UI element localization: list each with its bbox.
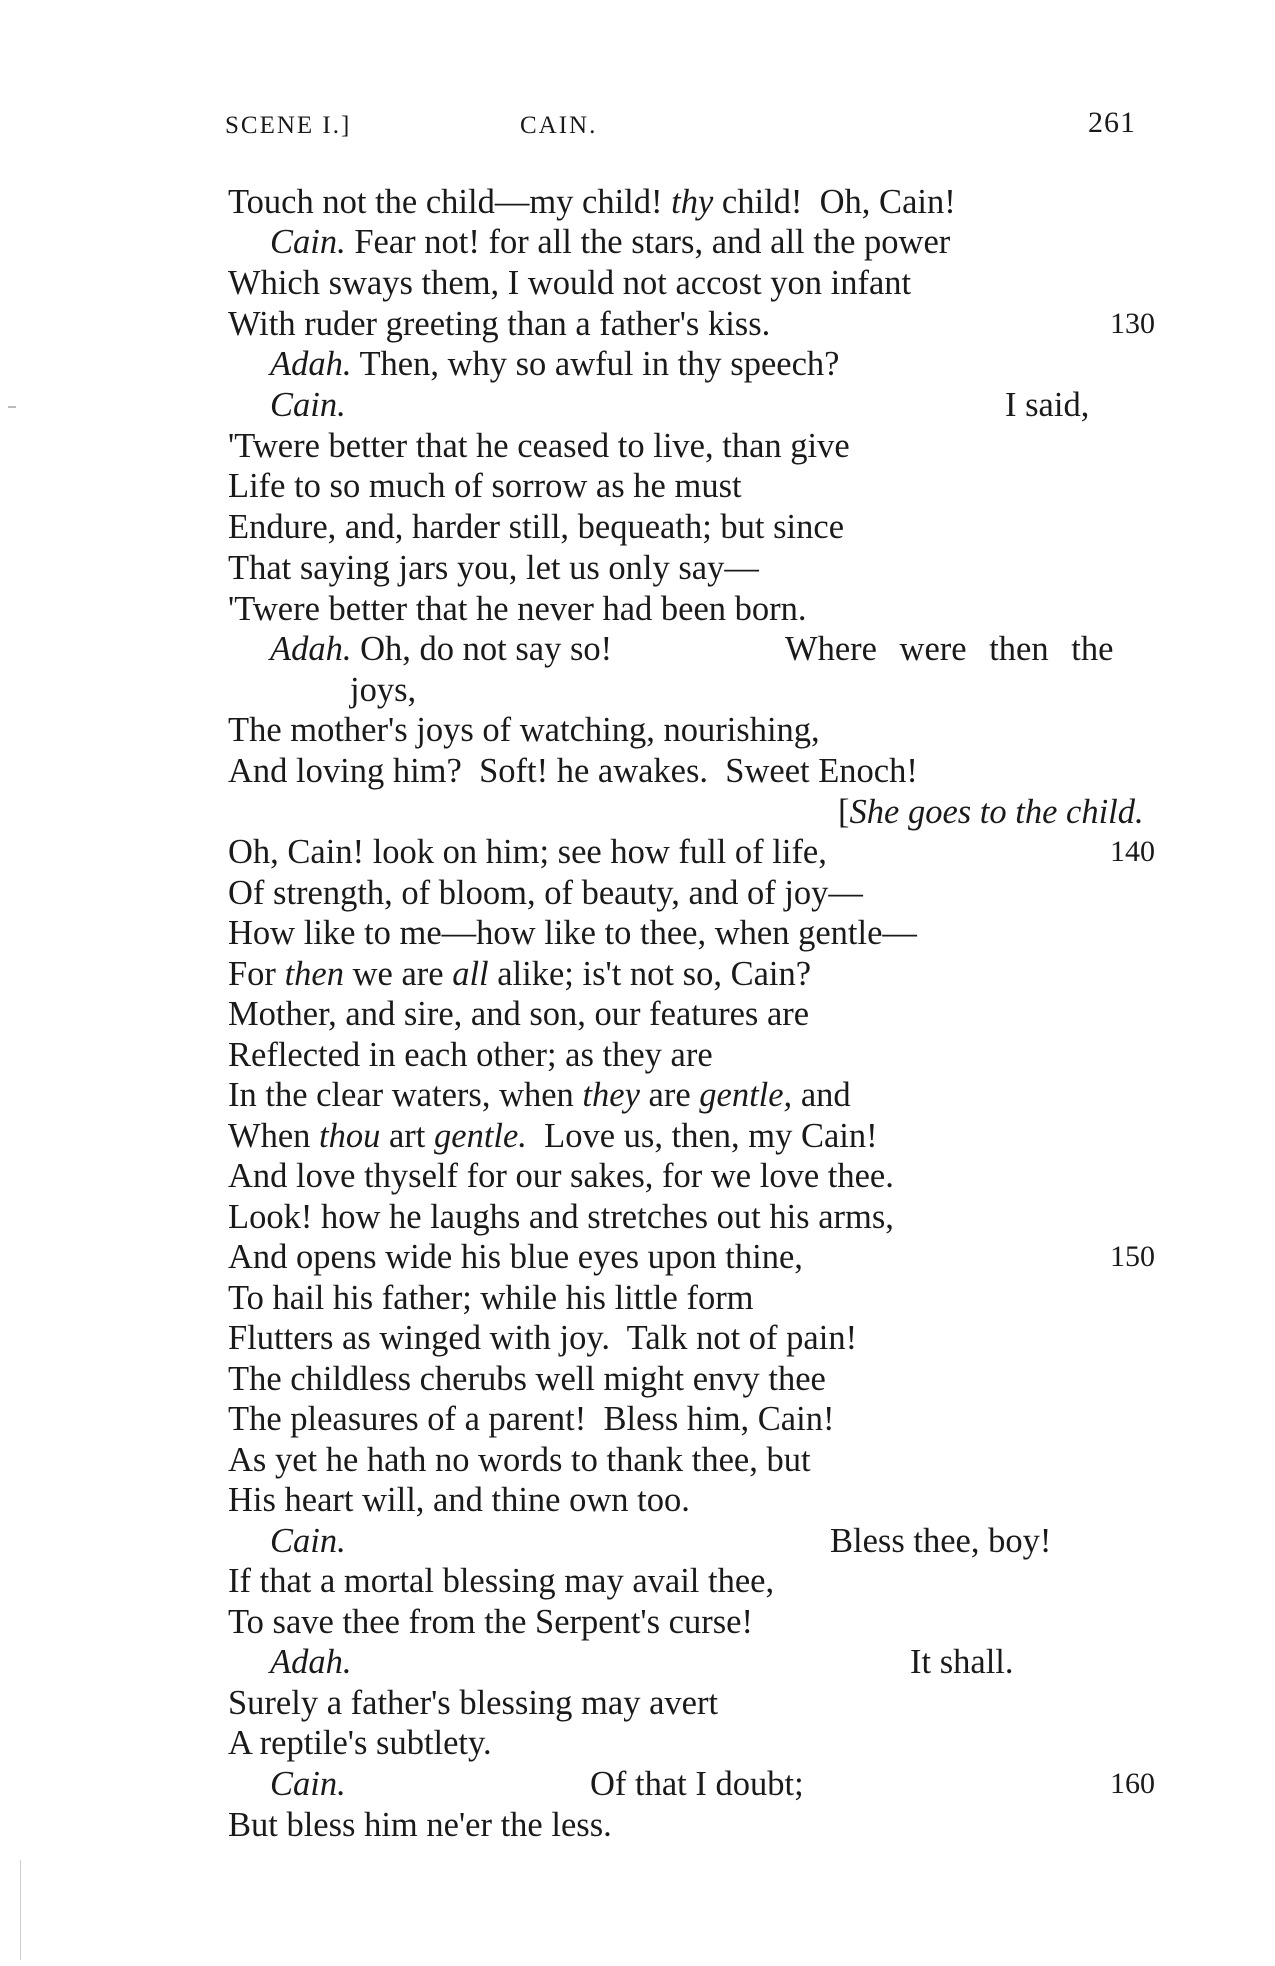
verse-line: The pleasures of a parent! Bless him, Cain! xyxy=(228,1400,835,1438)
verse-line: Cain. Of that I doubt; 160 xyxy=(270,1765,1155,1803)
verse-line: How like to me—how like to thee, when gentle— xyxy=(228,914,917,952)
line-number: 130 xyxy=(1110,307,1155,340)
verse-line: But bless him ne'er the less. xyxy=(228,1806,612,1844)
scan-mark xyxy=(20,1860,21,1960)
running-header-scene: SCENE I.] xyxy=(225,112,352,139)
verse-line: Cain. Fear not! for all the stars, and all the power xyxy=(270,223,951,261)
verse-line: To save thee from the Serpent's curse! xyxy=(228,1603,753,1641)
verse-line: The childless cherubs well might envy thee xyxy=(228,1360,826,1398)
verse-line: Cain. Bless thee, boy! xyxy=(270,1522,1052,1560)
verse-line: His heart will, and thine own too. xyxy=(228,1481,690,1519)
speaker-name: Cain. xyxy=(270,1765,346,1803)
verse-line: joys, xyxy=(350,671,417,709)
line-number: 160 xyxy=(1110,1767,1155,1800)
verse-line: 'Twere better that he never had been born. xyxy=(228,590,807,628)
verse-line: Adah. Then, why so awful in thy speech? xyxy=(270,345,840,383)
verse-line: When thou art gentle. Love us, then, my Cain! xyxy=(228,1117,878,1155)
line-number: 150 xyxy=(1110,1240,1155,1273)
verse-line: Mother, and sire, and son, our features are xyxy=(228,995,810,1033)
verse-line: As yet he hath no words to thank thee, but xyxy=(228,1441,811,1479)
verse-line: Oh, Cain! look on him; see how full of life, 140 xyxy=(228,833,1155,871)
verse-line: Flutters as winged with joy. Talk not of pain! xyxy=(228,1319,858,1357)
speaker-name: Adah. xyxy=(270,345,352,383)
verse-line: A reptile's subtlety. xyxy=(228,1724,492,1762)
verse-line: Of strength, of bloom, of beauty, and of joy— xyxy=(228,874,863,912)
running-header-title: CAIN. xyxy=(520,112,598,139)
speaker-name: Cain. xyxy=(270,1522,346,1560)
speaker-name: Adah. xyxy=(270,1643,352,1681)
verse-line: If that a mortal blessing may avail thee, xyxy=(228,1562,775,1600)
verse-line: Surely a father's blessing may avert xyxy=(228,1684,719,1722)
line-number: 140 xyxy=(1110,835,1155,868)
verse-line: Which sways them, I would not accost yon infant xyxy=(228,264,912,302)
verse-line: That saying jars you, let us only say— xyxy=(228,549,759,587)
verse-line: And loving him? Soft! he awakes. Sweet Enoch! xyxy=(228,752,918,790)
scan-mark xyxy=(8,406,16,408)
verse-line: Look! how he laughs and stretches out his arms, xyxy=(228,1198,894,1236)
page-number: 261 xyxy=(1088,106,1136,139)
verse-line: Cain. I said, xyxy=(270,386,1090,424)
verse-line: And love thyself for our sakes, for we love thee. xyxy=(228,1157,894,1195)
verse-line: Adah. It shall. xyxy=(270,1643,1014,1681)
verse-line: The mother's joys of watching, nourishing, xyxy=(228,711,820,749)
speaker-name: Cain. xyxy=(270,223,346,261)
verse-line: 'Twere better that he ceased to live, than give xyxy=(228,427,850,465)
verse-line: In the clear waters, when they are gentle, and xyxy=(228,1076,851,1114)
verse-line: Endure, and, harder still, bequeath; but since xyxy=(228,508,845,546)
verse-line: Life to so much of sorrow as he must xyxy=(228,467,742,505)
stage-direction: [She goes to the child. xyxy=(838,793,1144,831)
verse-line: With ruder greeting than a father's kiss. 130 xyxy=(228,305,1155,343)
verse-line: Touch not the child—my child! thy child! Oh, Cain! xyxy=(228,183,956,221)
speaker-name: Adah. xyxy=(270,630,352,668)
verse-line: For then we are all alike; is't not so, Cain? xyxy=(228,955,812,993)
verse-line: Reflected in each other; as they are xyxy=(228,1036,713,1074)
verse-line: And opens wide his blue eyes upon thine, 150 xyxy=(228,1238,1155,1276)
speaker-name: Cain. xyxy=(270,386,346,424)
verse-line: Adah. Oh, do not say so! Where were then the xyxy=(270,630,1114,668)
verse-line: To hail his father; while his little form xyxy=(228,1279,754,1317)
